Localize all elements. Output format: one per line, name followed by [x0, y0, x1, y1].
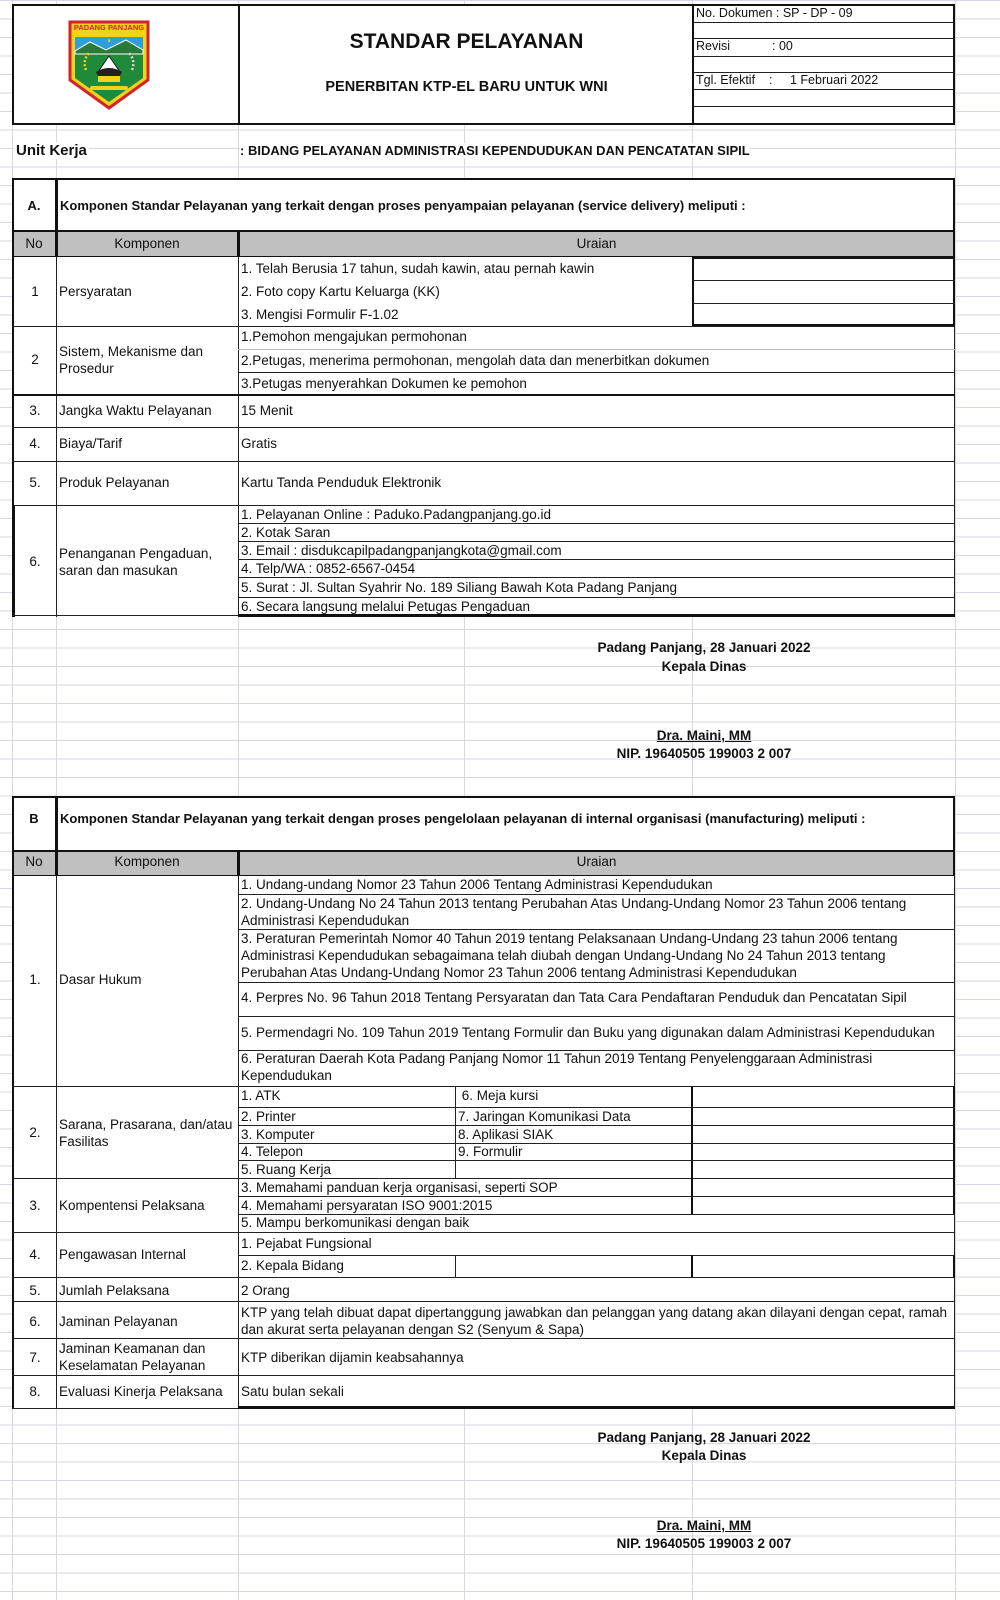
doc-number: No. Dokumen : SP - DP - 09: [696, 6, 853, 20]
section-b-title: Komponen Standar Pelayanan yang terkait dengan proses pengelolaan pelayanan di internal organisasi (manufacturing) meliputi :: [60, 811, 866, 826]
divider: [694, 22, 953, 23]
row-komponen: Kompentensi Pelaksana: [59, 1198, 205, 1213]
divider: [455, 1086, 456, 1178]
divider: [12, 1301, 955, 1302]
uraian-item: 1.Pemohon mengajukan permohonan: [241, 329, 467, 344]
divider: [238, 1196, 955, 1197]
row-no: 8.: [29, 1384, 41, 1399]
divider: [12, 615, 238, 616]
divider: [12, 1277, 955, 1278]
sarana-item: 4. Telepon: [241, 1144, 304, 1159]
uraian-item: 1. Undang-undang Nomor 23 Tahun 2006 Tentang Administrasi Kependudukan: [241, 877, 713, 892]
row-komponen: Pengawasan Internal: [59, 1247, 186, 1262]
uraian-item: 6. Secara langsung melalui Petugas Pengaduan: [241, 599, 530, 614]
divider: [238, 523, 955, 524]
page-subtitle: PENERBITAN KTP-EL BARU UNTUK WNI: [325, 79, 608, 95]
divider: [455, 1255, 456, 1277]
sarana-item: 3. Komputer: [241, 1127, 315, 1142]
uraian-item: 1. Telah Berusia 17 tahun, sudah kawin, atau pernah kawin: [241, 261, 595, 276]
uraian-item: 15 Menit: [241, 403, 293, 418]
divider: [692, 280, 955, 281]
empty-bordered-cell: [692, 257, 955, 326]
uraian-item: KTP diberikan dijamin keabsahannya: [241, 1350, 464, 1365]
row-no: 3.: [29, 1198, 41, 1213]
divider: [12, 1338, 955, 1339]
uraian-item: Gratis: [241, 436, 278, 451]
sarana-item: 7. Jaringan Komunikasi Data: [458, 1109, 631, 1124]
sarana-item: 8. Aplikasi SIAK: [458, 1127, 554, 1142]
unit-kerja-value: : BIDANG PELAYANAN ADMINISTRASI KEPENDUDUKAN DAN PENCATATAN SIPIL: [240, 143, 750, 158]
divider: [12, 505, 955, 506]
title-cell: [238, 4, 695, 125]
section-a-title: Komponen Standar Pelayanan yang terkait dengan proses penyampaian pelayanan (service delivery) meliputi :: [60, 198, 746, 213]
tgl-efektif-sep: :: [769, 73, 773, 87]
row-komponen: Jangka Waktu Pelayanan: [59, 403, 212, 418]
column-header-komponen: Komponen: [114, 854, 180, 869]
uraian-item: 3. Email : disdukcapilpadangpanjangkota@gmail.com: [241, 543, 562, 558]
signature-name: [524, 728, 884, 743]
signature-name: [524, 1518, 884, 1533]
logo-label: PADANG PANJANG: [73, 23, 145, 32]
column-header-no: No: [25, 854, 43, 869]
uraian-item: KTP yang telah dibuat dapat dipertanggung jawabkan dan pelanggan yang datang akan dilayani dengan cepat, ramah dan akurat serta pelayanan dengan S2 (Senyum & Sapa): [241, 1305, 948, 1337]
uraian-item: 4. Perpres No. 96 Tahun 2018 Tentang Persyaratan dan Tata Cara Pendaftaran Penduduk dan Pencatatan Sipil: [241, 990, 907, 1005]
row-komponen: Produk Pelayanan: [59, 475, 170, 490]
row-no: 2: [31, 352, 39, 367]
uraian-item: 1. Pelayanan Online : Paduko.Padangpanjang.go.id: [241, 507, 551, 522]
divider: [56, 257, 57, 617]
section-a-letter: A.: [27, 198, 41, 213]
divider: [691, 1086, 693, 1178]
row-no: 5.: [29, 475, 41, 490]
signature-name-text: Dra. Maini, MM: [656, 728, 752, 743]
row-no: 4.: [29, 1247, 41, 1262]
divider: [238, 372, 955, 373]
row-no: 1.: [29, 972, 41, 987]
divider: [238, 1016, 955, 1017]
divider: [238, 1255, 955, 1256]
row-komponen: Evaluasi Kinerja Pelaksana: [59, 1384, 223, 1399]
uraian-item: Kartu Tanda Penduduk Elektronik: [241, 475, 442, 490]
divider: [12, 461, 955, 462]
row-no: 3.: [29, 403, 41, 418]
divider: [238, 349, 955, 350]
revisi-value: : 00: [772, 39, 793, 53]
uraian-item: 2 Orang: [241, 1283, 290, 1298]
row-komponen: Dasar Hukum: [59, 972, 142, 987]
divider: [56, 876, 57, 1409]
divider: [12, 1086, 955, 1087]
sarana-item: 1. ATK: [241, 1088, 281, 1103]
row-komponen: Penanganan Pengaduan, saran dan masukan: [59, 546, 213, 578]
uraian-item: 3. Mengisi Formulir F-1.02: [241, 307, 399, 322]
divider: [238, 257, 239, 617]
divider: [694, 106, 953, 107]
divider: [12, 394, 955, 396]
tgl-efektif-label: Tgl. Efektif: [696, 73, 756, 87]
page-title: STANDAR PELAYANAN: [349, 30, 584, 53]
row-no: 5.: [29, 1283, 41, 1298]
divider: [55, 796, 58, 852]
section-b-letter: B: [29, 811, 39, 826]
pengawasan-item: 2. Kepala Bidang: [241, 1258, 344, 1273]
divider: [238, 1160, 955, 1161]
divider: [694, 56, 953, 57]
divider: [55, 178, 58, 232]
kompetensi-item: 5. Mampu berkomunikasi dengan baik: [241, 1215, 470, 1230]
kompetensi-item: 4. Memahami persyaratan ISO 9001:2015: [241, 1198, 493, 1213]
divider: [238, 541, 955, 542]
uraian-item: 2. Foto copy Kartu Keluarga (KK): [241, 284, 440, 299]
row-no: 6.: [29, 554, 41, 569]
row-komponen: Jaminan Pelayanan: [59, 1314, 178, 1329]
divider: [238, 1107, 955, 1108]
row-komponen: Jumlah Pelaksana: [59, 1283, 170, 1298]
row-no: 4.: [29, 436, 41, 451]
gridline: [955, 0, 956, 1600]
uraian-item: 2. Undang-Undang No 24 Tahun 2013 tentang Perubahan Atas Undang-Undang Nomor 23 Tahun 2006 tentang Administrasi Kependudukan: [241, 896, 907, 928]
divider: [692, 303, 693, 326]
unit-kerja-label: Unit Kerja: [16, 142, 87, 159]
uraian-item: Satu bulan sekali: [241, 1384, 344, 1399]
divider: [12, 427, 955, 428]
divider: [12, 326, 238, 327]
divider: [238, 577, 955, 578]
signature-name-text: Dra. Maini, MM: [656, 1518, 752, 1533]
uraian-item: 5. Surat : Jl. Sultan Syahrir No. 189 Siliang Bawah Kota Padang Panjang: [241, 580, 678, 595]
pengawasan-item: 1. Pejabat Fungsional: [241, 1236, 372, 1251]
uraian-item: 4. Telp/WA : 0852-6567-0454: [241, 561, 416, 576]
uraian-item: 2. Kotak Saran: [241, 525, 331, 540]
row-no: 1: [31, 284, 39, 299]
signature-nip: NIP. 19640505 199003 2 007: [616, 1536, 792, 1551]
row-komponen: Biaya/Tarif: [59, 436, 123, 451]
revisi-label: Revisi: [696, 39, 731, 53]
tgl-efektif-value: 1 Februari 2022: [790, 73, 879, 87]
uraian-item: 3.Petugas menyerahkan Dokumen ke pemohon: [241, 376, 527, 391]
divider: [953, 1255, 955, 1277]
column-header-komponen: Komponen: [114, 236, 180, 251]
divider: [12, 1375, 955, 1376]
column-header-uraian: Uraian: [576, 236, 617, 251]
signature-position: Kepala Dinas: [661, 659, 747, 674]
divider: [238, 614, 955, 617]
row-komponen: Persyaratan: [59, 284, 132, 299]
divider: [694, 89, 953, 90]
divider: [694, 38, 953, 39]
column-header-no: No: [25, 236, 43, 251]
row-no: 6.: [29, 1314, 41, 1329]
row-komponen: Sistem, Mekanisme dan Prosedur: [59, 344, 204, 376]
row-no: 7.: [29, 1350, 41, 1365]
divider: [238, 559, 955, 560]
uraian-item: 5. Permendagri No. 109 Tahun 2019 Tentang Formulir dan Buku yang digunakan dalam Administrasi Kependudukan: [241, 1025, 935, 1040]
uraian-item: 2.Petugas, menerima permohonan, mengolah data dan menerbitkan dokumen: [241, 353, 710, 368]
signature-place-date: Padang Panjang, 28 Januari 2022: [597, 640, 811, 655]
sarana-item: 5. Ruang Kerja: [241, 1162, 332, 1177]
row-komponen: Sarana, Prasarana, dan/atau Fasilitas: [59, 1117, 233, 1149]
divider: [691, 1255, 693, 1277]
divider: [238, 982, 955, 983]
divider: [238, 1406, 955, 1409]
signature-place-date: Padang Panjang, 28 Januari 2022: [597, 1430, 811, 1445]
sarana-item: 9. Formulir: [458, 1144, 523, 1159]
divider: [238, 597, 955, 598]
divider: [953, 1086, 955, 1178]
sarana-item: 6. Meja kursi: [458, 1088, 539, 1103]
uraian-item: 3. Peraturan Pemerintah Nomor 40 Tahun 2019 tentang Pelaksanaan Undang-Undang 23 tahun 2006 tentang Administrasi Kependudukan sebagaimana telah diubah dengan Undang-Undang No 24 Tahun 2013 tentang Perubahan Atas Undang-Undang Nomor 23 Tahun 2006 tentang Administrasi Kependudukan: [241, 931, 898, 980]
divider: [238, 1125, 955, 1126]
row-no: 2.: [29, 1125, 41, 1140]
signature-nip: NIP. 19640505 199003 2 007: [616, 746, 792, 761]
divider: [12, 1178, 955, 1179]
kompetensi-item: 3. Memahami panduan kerja organisasi, seperti SOP: [241, 1180, 558, 1195]
sarana-item: 2. Printer: [241, 1109, 296, 1124]
column-header-uraian: Uraian: [576, 854, 617, 869]
divider: [12, 1408, 238, 1409]
divider: [692, 303, 955, 304]
signature-position: Kepala Dinas: [661, 1448, 747, 1463]
divider: [12, 1232, 955, 1233]
divider: [238, 326, 955, 327]
uraian-item: 6. Peraturan Daerah Kota Padang Panjang Nomor 11 Tahun 2019 Tentang Penyelenggaraan Administrasi Kependudukan: [241, 1051, 873, 1083]
divider: [238, 1143, 955, 1144]
row-komponen: Jaminan Keamanan dan Keselamatan Pelayanan: [59, 1341, 206, 1373]
